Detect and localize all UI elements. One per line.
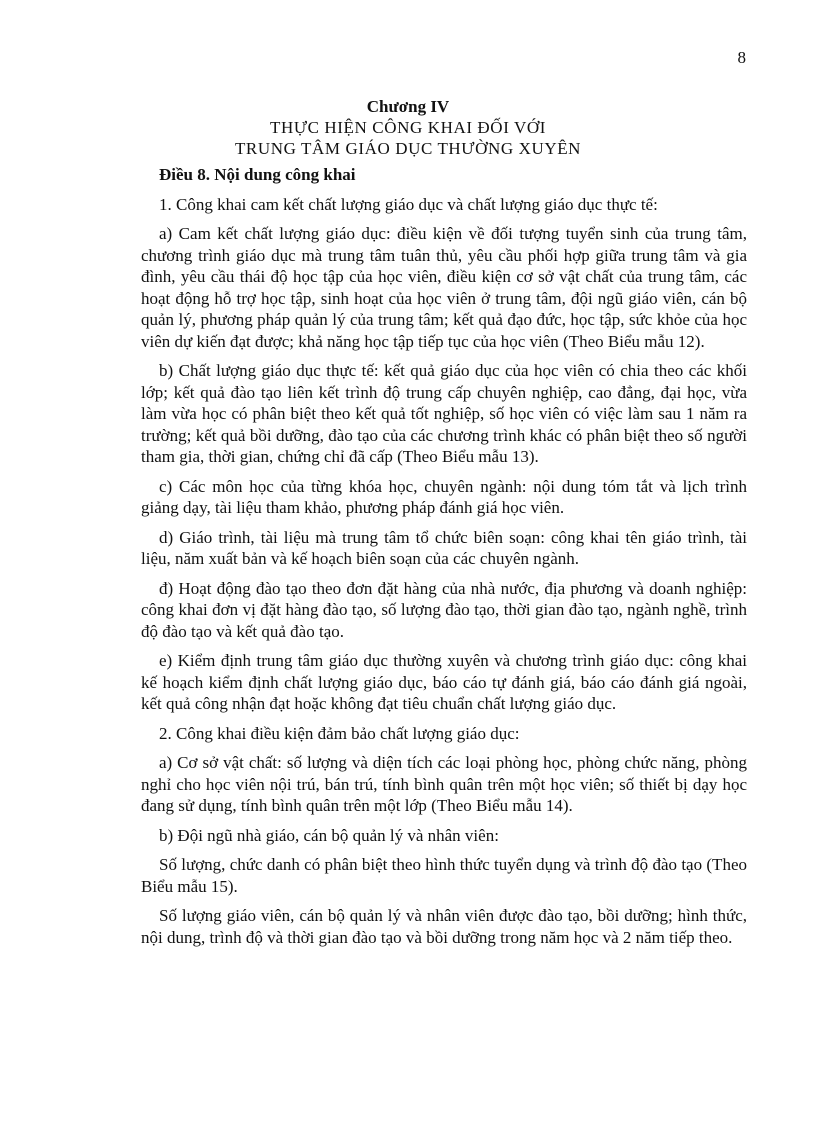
page-number: 8: [737, 48, 746, 67]
paragraph-2b: b) Đội ngũ nhà giáo, cán bộ quản lý và nhân viên:: [159, 825, 499, 845]
chapter-title: Chương IV: [366, 97, 450, 116]
chapter-subtitle-line1: THỰC HIỆN CÔNG KHAI ĐỐI VỚI: [269, 118, 547, 137]
paragraph-1c: c) Các môn học của từng khóa học, chuyên ngành: nội dung tóm tắt và lịch trình giảng dạy, tài liệu tham khảo, phương pháp đánh giá học viên.: [141, 476, 747, 517]
chapter-header: [0, 96, 816, 159]
paragraph-2a: a) Cơ sở vật chất: số lượng và diện tích các loại phòng học, phòng chức năng, phòng nghỉ cho học viên nội trú, bán trú, tính bình quân trên một học viên; số thiết bị dạy học đang sử dụng, tính bình quân trên một lớp (Theo Biểu mẫu 14).: [141, 753, 747, 815]
paragraph-2b-staff-count: Số lượng, chức danh có phân biệt theo hình thức tuyển dụng và trình độ đào tạo (Theo Biểu mẫu 15).: [141, 855, 747, 896]
paragraph-1a: a) Cam kết chất lượng giáo dục: điều kiện về đối tượng tuyển sinh của trung tâm, chương trình giáo dục mà trung tâm tuân thủ, yêu cầu phối hợp giữa trung tâm và gia đình, yêu cầu thái độ học tập của học viên, điều kiện cơ sở vật chất của trung tâm, các hoạt động hỗ trợ học tập, sinh hoạt của học viên ở trung tâm, đội ngũ giáo viên, cán bộ quản lý, phương pháp quản lý của trung tâm; kết quả đạo đức, học tập, sức khỏe của học viên dự kiến đạt được; khả năng học tập tiếp tục của học viên (Theo Biểu mẫu 12).: [141, 224, 747, 351]
paragraph-1b: b) Chất lượng giáo dục thực tế: kết quả giáo dục của học viên có chia theo các khối lớp; kết quả đào tạo liên kết trình độ trung cấp chuyên nghiệp, cao đẳng, đại học, vừa làm vừa học có phân biệt theo kết quả tốt nghiệp, số học viên có việc làm sau 1 năm ra trường; kết quả bồi dưỡng, đào tạo của các chương trình khác có phân biệt theo số người tham gia, thời gian, chứng chỉ đã cấp (Theo Biểu mẫu 13).: [141, 361, 747, 466]
paragraph-2b-training: Số lượng giáo viên, cán bộ quản lý và nhân viên được đào tạo, bồi dưỡng; hình thức, nội dung, trình độ và thời gian đào tạo và bồi dưỡng trong năm học và 2 năm tiếp theo.: [141, 906, 747, 947]
article-heading: Điều 8. Nội dung công khai: [159, 165, 356, 184]
paragraph-section-2: 2. Công khai điều kiện đảm bảo chất lượng giáo dục:: [159, 723, 520, 743]
paragraph-1dd: đ) Hoạt động đào tạo theo đơn đặt hàng của nhà nước, địa phương và doanh nghiệp: công khai đơn vị đặt hàng đào tạo, số lượng đào tạo, thời gian đào tạo, ngành nghề, trình độ đào tạo và kết quả đào tạo.: [141, 578, 747, 641]
paragraph-section-1: 1. Công khai cam kết chất lượng giáo dục và chất lượng giáo dục thực tế:: [159, 194, 658, 214]
document-body: [141, 164, 747, 956]
paragraph-1d: d) Giáo trình, tài liệu mà trung tâm tổ chức biên soạn: công khai tên giáo trình, tài liệu, năm xuất bản và kế hoạch biên soạn của các chuyên ngành.: [141, 527, 747, 568]
chapter-subtitle-line2: TRUNG TÂM GIÁO DỤC THƯỜNG XUYÊN: [234, 139, 582, 158]
paragraph-1e: e) Kiểm định trung tâm giáo dục thường xuyên và chương trình giáo dục: công khai kế hoạch kiểm định chất lượng giáo dục, báo cáo tự đánh giá, báo cáo đánh giá ngoài, kết quả công nhận đạt hoặc không đạt tiêu chuẩn chất lượng giáo dục.: [141, 651, 747, 713]
